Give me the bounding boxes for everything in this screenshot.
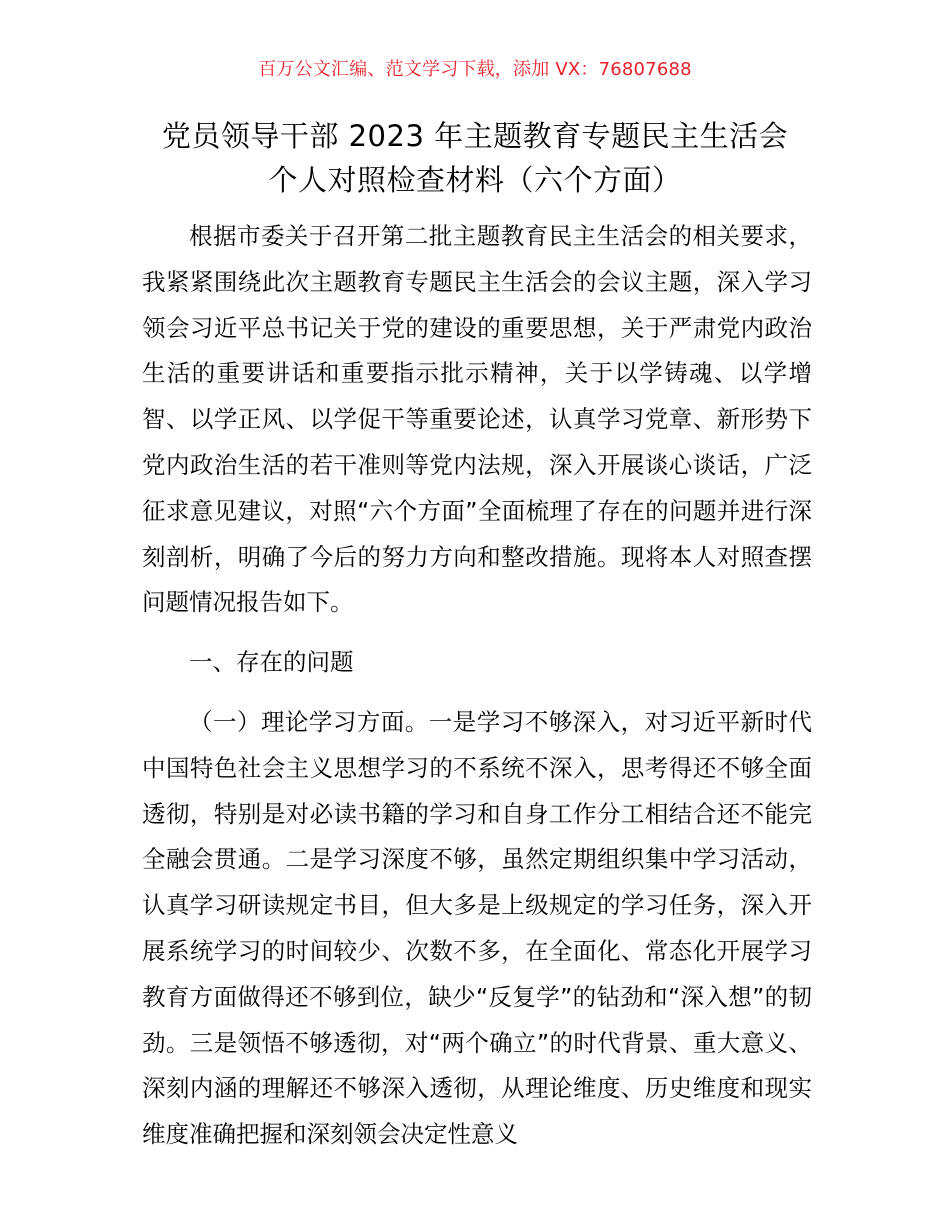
document-title xyxy=(100,114,850,202)
title-line-1: 党员领导干部 2023 年主题教育专题民主生活会 xyxy=(161,119,789,153)
theory-study-paragraph: （一）理论学习方面。一是学习不够深入，对习近平新时代中国特色社会主义思想学习的不系统不深入，思考得还不够全面透彻，特别是对必读书籍的学习和自身工作分工相结合还不能完全融会贯通。二是学习深度不够，虽然定期组织集中学习活动，认真学习研读规定书目，但大多是上级规定的学习任务，深入开展系统学习的时间较少、次数不多，在全面化、常态化开展学习教育方面做得还不够到位，缺少“反复学”的钻劲和“深入想”的韧劲。三是领悟不够透彻，对“两个确立”的时代背景、重大意义、深刻内涵的理解还不够深入透彻，从理论维度、历史维度和现实维度准确把握和深刻领会决定性意义 xyxy=(142,707,812,1149)
promo-header-note: 百万公文汇编、范文学习下载，添加 VX：76807688 xyxy=(258,59,692,80)
intro-paragraph: 根据市委关于召开第二批主题教育民主生活会的相关要求，我紧紧围绕此次主题教育专题民主生活会的会议主题，深入学习领会习近平总书记关于党的建设的重要思想，关于严肃党内政治生活的重要讲话和重要指示批示精神，关于以学铸魂、以学增智、以学正风、以学促干等重要论述，认真学习党章、新形势下党内政治生活的若干准则等党内法规，深入开展谈心谈话，广泛征求意见建议，对照“六个方面”全面梳理了存在的问题并进行深刻剖析，明确了今后的努力方向和整改措施。现将本人对照查摆问题情况报告如下。 xyxy=(142,222,812,617)
document-body xyxy=(142,214,812,1158)
title-line-2: 个人对照检查材料（六个方面） xyxy=(268,163,682,197)
section-heading-problems: 一、存在的问题 xyxy=(189,648,354,677)
